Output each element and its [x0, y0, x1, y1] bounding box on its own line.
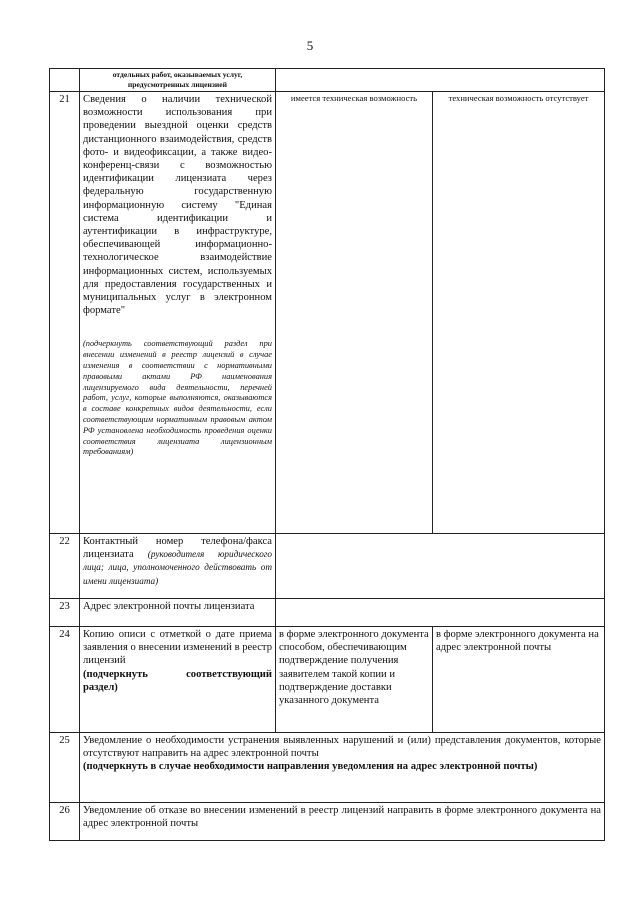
row-label: Копию описи с отметкой о дате приема заявления о внесении изменений в реестр лицензий — [83, 629, 272, 667]
option-cell-email[interactable] — [433, 627, 605, 733]
row-number: 24 — [50, 627, 80, 733]
option-email-label: в форме электронного документа на адрес электронной почты — [436, 629, 599, 654]
row-value-cell[interactable] — [276, 599, 605, 627]
row-value-cell[interactable] — [276, 534, 605, 599]
row-number-cell — [50, 69, 80, 92]
option-cell-unavailable[interactable] — [433, 92, 605, 534]
row-label-cell — [80, 92, 276, 534]
table-row-26 — [50, 803, 605, 841]
row-label: Уведомление о необходимости устранения выявленных нарушений и (или) представления документов, которые отсутствуют направить на адрес электронной почты — [83, 735, 601, 760]
row-number: 23 — [50, 599, 80, 627]
option-available-label: имеется техническая возможность — [290, 93, 418, 103]
page-number: 5 — [306, 38, 314, 53]
application-form-table — [49, 68, 605, 841]
row-number: 21 — [50, 92, 80, 534]
row-label: Контактный номер телефона/факса лицензиата — [83, 536, 272, 561]
row-label: Сведения о наличии технической возможности использования при проведении выездной оценки средств дистанционного взаимодействия, средств фото- и видеофиксации, а также видео-конференц-связи с возможностью идентификации лицензиата через федеральную государственную информационную систему "Единая система идентификации и аутентификации в инфраструктуре, обеспечивающей информационно-технологическое взаимодействие информационных систем, используемых для предоставления государственных и муниципальных услуг в электронном формате" — [83, 94, 272, 317]
row-note: (подчеркнуть соответствующий раздел при внесении изменений в реестр лицензий в случае изменения в соответствии с нормативными правовыми актами РФ наименования лицензируемого вида деятельности, перечней работ, услуг, которые выполняются, оказываются в составе конкретных видов деятельности, если соответствующим нормативным правовым актом РФ установлена необходимость проведения оценки соответствия лицензиата лицензионным требованиям) — [83, 339, 272, 457]
option-cell-available[interactable] — [276, 92, 433, 534]
row-label: отдельных работ, оказываемых услуг, предусмотренных лицензией — [112, 70, 243, 89]
row-label-cell — [80, 534, 276, 599]
row-label-cell[interactable] — [80, 803, 605, 841]
row-note: (руководителя юридического лица; лица, уполномоченного действовать от имени лицензиата) — [83, 549, 272, 586]
option-confirmation-label: в форме электронного документа способом, обеспечивающим подтверждение получения заявителем такой копии и подтверждение доставки указанного документа — [279, 629, 429, 707]
table-row-25 — [50, 733, 605, 803]
row-label: Уведомление об отказе во внесении изменений в реестр лицензий направить в форме электронного документа на адрес электронной почты — [83, 805, 601, 830]
row-label-cell[interactable] — [80, 733, 605, 803]
row-value-cell[interactable] — [276, 69, 605, 92]
row-note: (подчеркнуть соответствующий раздел) — [83, 668, 272, 693]
row-number: 26 — [50, 803, 80, 841]
row-label-cell — [80, 69, 276, 92]
table-row-21 — [50, 92, 605, 534]
option-cell-confirmation[interactable] — [276, 627, 433, 733]
row-note: (подчеркнуть в случае необходимости направления уведомления на адрес электронной почты) — [83, 761, 538, 773]
row-label: Адрес электронной почты лицензиата — [83, 601, 255, 612]
table-row-23 — [50, 599, 605, 627]
row-number: 25 — [50, 733, 80, 803]
row-number: 22 — [50, 534, 80, 599]
table-row-22 — [50, 534, 605, 599]
row-label-cell — [80, 599, 276, 627]
table-row-24 — [50, 627, 605, 733]
option-unavailable-label: техническая возможность отсутствует — [448, 93, 589, 103]
row-label-cell — [80, 627, 276, 733]
table-row-continuation — [50, 69, 605, 92]
